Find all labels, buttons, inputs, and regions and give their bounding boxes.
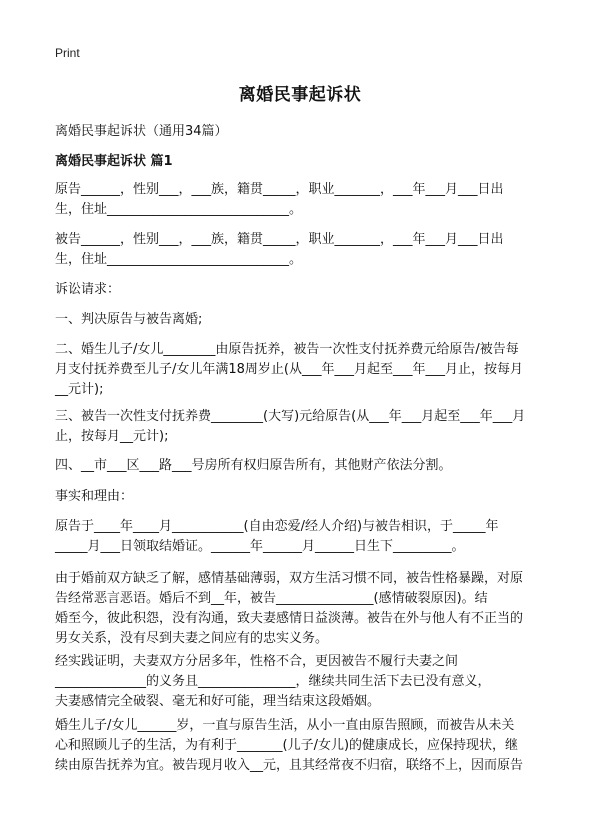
facts-3-line-1: 经实践证明，夫妻双方分居多年，性格不合，更因被告不履行夫妻之间 [55, 654, 459, 669]
claim-4 [55, 456, 547, 476]
claim-3-line-2: 止，按每月__元计); [55, 429, 169, 444]
defendant-line-1: 被告______，性别___，___族，籍贯_____，职业_______，___年___月___日出 [55, 232, 504, 247]
claim-2 [55, 340, 547, 400]
plaintiff-info [55, 180, 547, 220]
plaintiff-line-2: 生，住址____________________________。 [55, 202, 303, 217]
facts-2-line-4: 男女关系，没有尽到夫妻之间应有的忠实义务。 [55, 631, 329, 646]
defendant-line-2: 生，住址____________________________。 [55, 252, 303, 267]
claims-heading: 诉讼请求： [55, 282, 121, 297]
claim-1 [55, 310, 547, 330]
claim-4-line-1: 四、__市___区___路___号房所有权归原告所有，其他财产依法分割。 [55, 458, 452, 473]
facts-2-line-2: 告经常恶言恶语。婚后不到__年，被告_______________(感情破裂原因)。结 [55, 591, 488, 606]
facts-2-line-3: 婚至今，彼此积怨，没有沟通，致夫妻感情日益淡薄。被告在外与他人有不正当的 [55, 611, 524, 626]
claim-2-line-1: 二、婚生儿子/女儿________由原告抚养，被告一次性支付抚养费元给原告/被告每 [55, 342, 519, 357]
document-subtitle: 离婚民事起诉状（通用34篇） [55, 124, 228, 139]
facts-4-line-2: 心和照顾儿子的生活，为有利于_______(儿子/女儿)的健康成长，应保持现状，继 [55, 738, 519, 753]
facts-paragraph-3 [55, 652, 547, 712]
facts-paragraph-1 [55, 517, 547, 557]
facts-2-line-1: 由于婚前双方缺乏了解，感情基础薄弱，双方生活习惯不同，被告性格暴躁，对原 [55, 571, 524, 586]
claim-3-line-1: 三、被告一次性支付抚养费________(大写)元给原告(从___年___月起至___年___月 [55, 409, 526, 424]
claim-2-line-3: __元计); [55, 382, 104, 397]
claim-3 [55, 407, 547, 447]
facts-paragraph-2 [55, 569, 547, 649]
claim-1-line-1: 一、判决原告与被告离婚; [55, 312, 203, 327]
claim-2-line-2: 月支付抚养费至儿子/女儿年满18周岁止(从___年___月起至___年___月止，按每月 [55, 362, 523, 377]
facts-1-line-2: _____月___日领取结婚证。______年______月______日生下_________。 [55, 539, 465, 554]
facts-4-line-1: 婚生儿子/女儿______岁，一直与原告生活，从小一直由原告照顾，而被告从未关 [55, 718, 515, 733]
facts-1-line-1: 原告于____年____月___________(自由恋爱/经人介绍)与被告相识，于_____年 [55, 519, 499, 534]
defendant-info [55, 230, 547, 270]
print-link[interactable]: Print [55, 46, 80, 60]
plaintiff-line-1: 原告______，性别___，___族，籍贯_____，职业_______，___年___月___日出 [55, 182, 504, 197]
section-heading: 离婚民事起诉状 篇1 [55, 154, 173, 169]
facts-paragraph-4 [55, 716, 547, 776]
page-title: 离婚民事起诉状 [238, 85, 362, 105]
facts-3-line-2: ______________的义务且_______________，继续共同生活下去已没有意义， [55, 674, 491, 689]
facts-4-line-3: 续由原告抚养为宜。被告现月收入__元，且其经常夜不归宿，联络不上，因而原告 [55, 758, 524, 773]
facts-3-line-3: 夫妻感情完全破裂、毫无和好可能，理当结束这段婚姻。 [55, 694, 381, 709]
facts-heading: 事实和理由： [55, 489, 134, 504]
